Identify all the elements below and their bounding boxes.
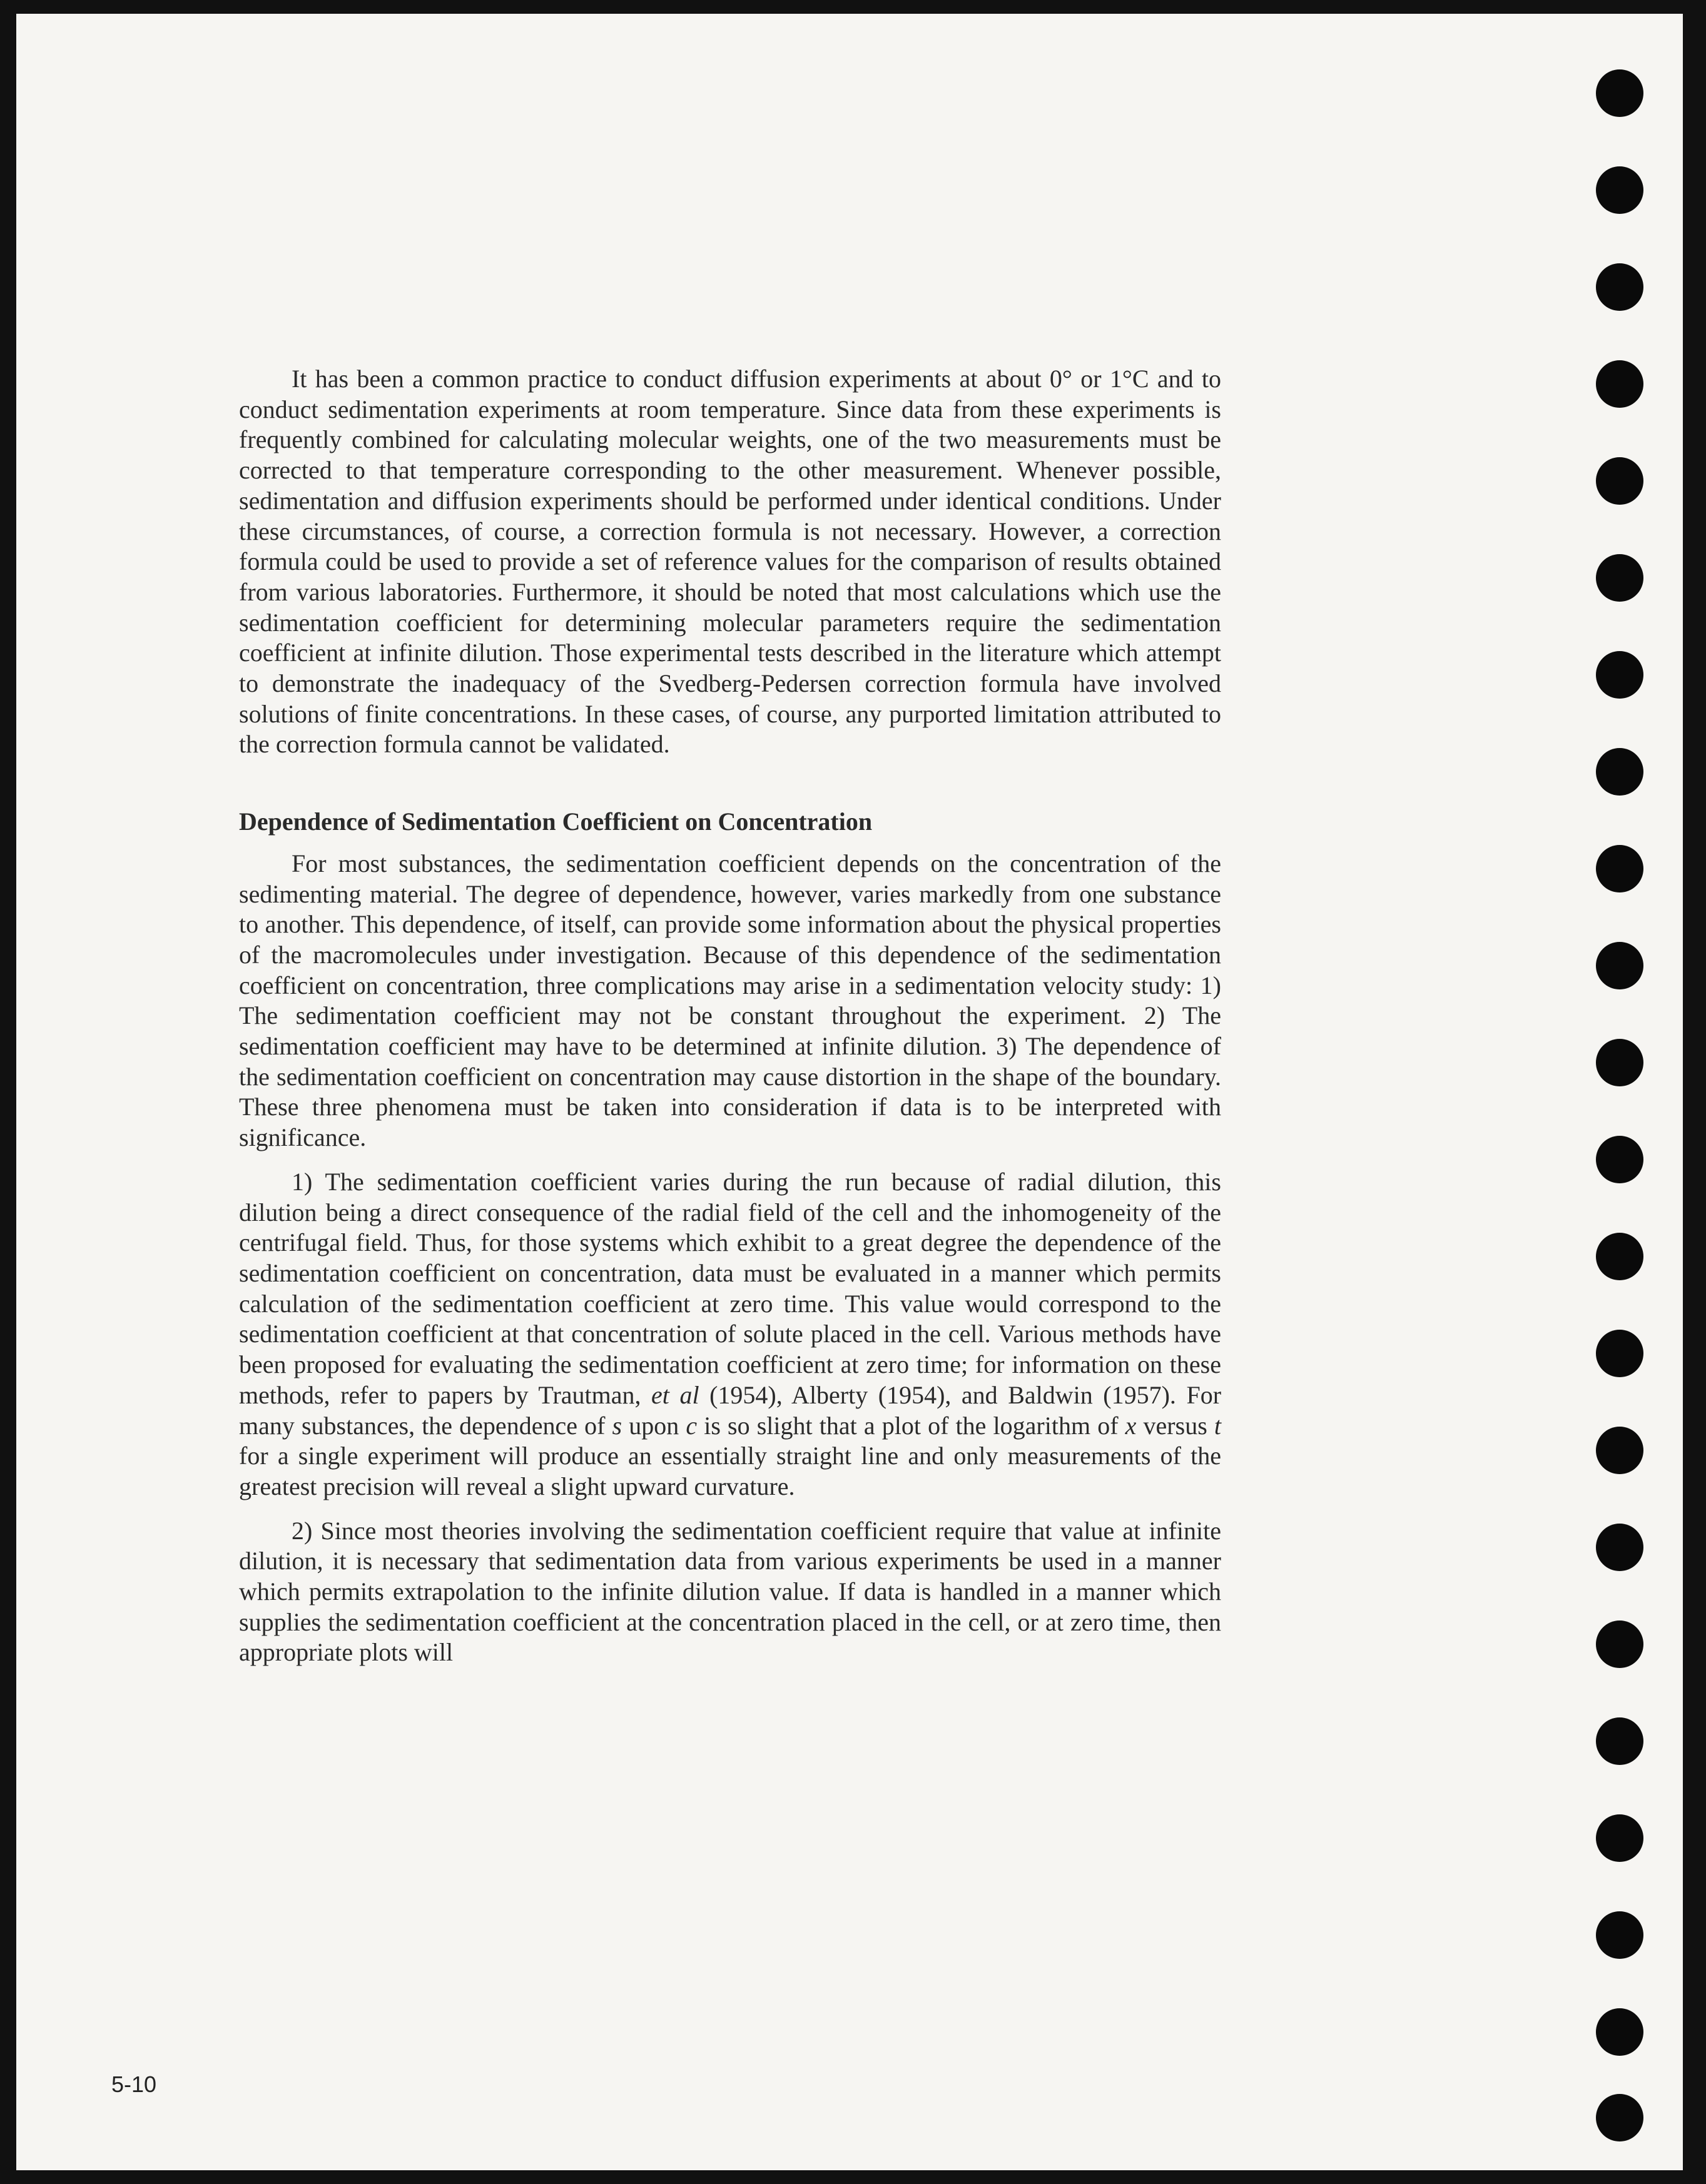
paragraph-radial-dilution-part-5: versus (1143, 1411, 1207, 1440)
binder-hole-icon (1596, 748, 1643, 796)
binder-hole-icon (1596, 2008, 1643, 2056)
body-text (239, 364, 1221, 1668)
section-heading: Dependence of Sedimentation Coefficient on Concentration (239, 807, 873, 836)
binder-hole-icon (1596, 1330, 1643, 1377)
binder-hole-icon (1596, 1233, 1643, 1280)
binder-holes (1587, 14, 1662, 2170)
paragraph-radial-dilution-part-6: for a single experiment will produce an essentially straight line and only measurements of the greatest precision will reveal a slight upward curvature. (239, 1442, 1221, 1500)
paragraph-radial-dilution-part-1: 1) The sedimentation coefficient varies during the run because of radial dilution, this dilution being a direct consequence of the radial field of the cell and the inhomogeneity of the centrifugal field. Thus, for those systems which exhibit to a great degree the dependence of the sedimentation coefficient on concentration, data must be evaluated in a manner which permits calculation of the sedimentation coefficient at zero time. This value would correspond to the sedimentation coefficient at that concentration of solute placed in the cell. Various methods have been proposed for evaluating the sedimentation coefficient at zero time; for information on these methods, refer to papers by Trautman, (239, 1167, 1221, 1409)
binder-hole-icon (1596, 651, 1643, 699)
binder-hole-icon (1596, 1814, 1643, 1862)
paragraph-infinite-dilution: 2) Since most theories involving the sedimentation coefficient require that value at infinite dilution, it is necessary that sedimentation data from various experiments be used in a manner which permits extrapolation to the infinite dilution value. If data is handled in a manner which supplies the sedimentation coefficient at the concentration placed in the cell, or at zero time, then appropriate plots will (239, 1516, 1221, 1667)
binder-hole-icon (1596, 2094, 1643, 2141)
page-number: 5-10 (111, 2071, 157, 2097)
paragraph-radial-dilution (239, 1167, 1221, 1502)
paragraph-radial-dilution-part-2: (1954), Alberty (1954), and Baldwin (1957). For many substances, the dependence of (239, 1380, 1222, 1440)
binder-hole-icon (1596, 845, 1643, 892)
binder-hole-icon (1596, 1136, 1643, 1183)
paragraph-radial-dilution-part-3: upon (629, 1411, 679, 1440)
italic-t: t (1214, 1411, 1222, 1440)
italic-c: c (686, 1411, 698, 1440)
paragraph-concentration-dependence: For most substances, the sedimentation coefficient depends on the concentration of the sedimenting material. The degree of dependence, however, varies markedly from one substance to another. This dependence, of itself, can provide some information about the physical properties of the macromolecules under investigation. Because of this dependence of the sedimentation coefficient on concentration, three complications may arise in a sedimentation velocity study: 1) The sedimentation coefficient may not be constant throughout the experiment. 2) The sedimentation coefficient may have to be determined at infinite dilution. 3) The dependence of the sedimentation coefficient on concentration may cause distortion in the shape of the boundary. These three phenomena must be taken into consideration if data is to be interpreted with significance. (239, 849, 1221, 1152)
binder-hole-icon (1596, 1039, 1643, 1086)
paragraph-temperature-correction: It has been a common practice to conduct diffusion experiments at about 0° or 1°C and to conduct sedimentation experiments at room temperature. Since data from these experiments is frequently combined for calculating molecular weights, one of the two measurements must be corrected to that temperature corresponding to the other measurement. Whenever possible, sedimentation and diffusion experiments should be performed under identical conditions. Under these circumstances, of course, a correction formula is not necessary. However, a correction formula could be used to provide a set of reference values for the comparison of results obtained from various laboratories. Furthermore, it should be noted that most calculations which use the sedimentation coefficient for determining molecular parameters require the sedimentation coefficient at infinite dilution. Those experimental tests described in the literature which attempt to demonstrate the inadequacy of the Svedberg-Pedersen correction formula have involved solutions of finite concentrations. In these cases, of course, any purported limitation attributed to the correction formula cannot be validated. (239, 365, 1221, 759)
binder-hole-icon (1596, 1911, 1643, 1959)
italic-s: s (612, 1411, 622, 1440)
binder-hole-icon (1596, 1717, 1643, 1765)
binder-hole-icon (1596, 263, 1643, 311)
binder-hole-icon (1596, 1427, 1643, 1474)
document-page (16, 14, 1683, 2170)
binder-hole-icon (1596, 942, 1643, 989)
binder-hole-icon (1596, 554, 1643, 602)
paragraph-radial-dilution-part-4: is so slight that a plot of the logarithm of (704, 1411, 1119, 1440)
binder-hole-icon (1596, 457, 1643, 505)
binder-hole-icon (1596, 69, 1643, 117)
binder-hole-icon (1596, 1524, 1643, 1571)
binder-hole-icon (1596, 166, 1643, 214)
italic-et-al: et al (651, 1380, 699, 1409)
binder-hole-icon (1596, 1620, 1643, 1668)
binder-hole-icon (1596, 360, 1643, 408)
italic-x: x (1125, 1411, 1137, 1440)
